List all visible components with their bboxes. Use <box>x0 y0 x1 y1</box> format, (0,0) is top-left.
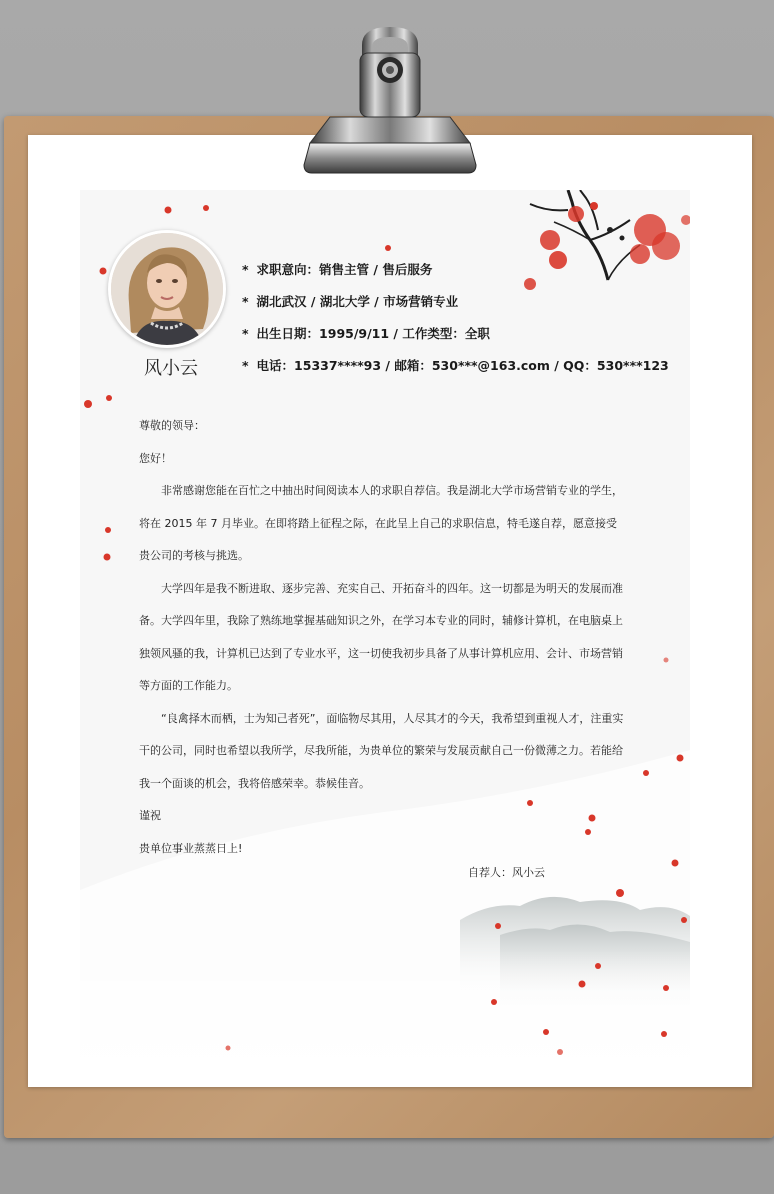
letter-closing: 谨祝 <box>139 809 161 822</box>
letter-paragraph: 非常感谢您能在百忙之中抽出时间阅读本人的求职自荐信。我是湖北大学市场营销专业的学生，将在 2015 年 7 月毕业。在即将踏上征程之际，在此呈上自己的求职信息，特毛遂自荐，愿意接受贵公司的考核与挑选。 <box>139 484 623 562</box>
letter-paragraph: 大学四年是我不断进取、逐步完善、充实自己、开拓奋斗的四年。这一切都是为明天的发展而准备。大学四年里，我除了熟练地掌握基础知识之外，在学习本专业的同时，辅修计算机，在电脑桌上独领风骚的我，计算机已达到了专业水平，这一切使我初步具备了从事计算机应用、会计、市场营销等方面的工作能力。 <box>139 581 623 692</box>
info-line-job-intention <box>242 260 432 278</box>
letter-paragraph: “良禽择木而栖，士为知己者死”，面临物尽其用，人尽其才的今天，我希望到重视人才，注重实干的公司，同时也希望以我所学，尽我所能，为贵单位的繁荣与发展贡献自己一份微薄之力。若能给我一个面谈的机会，我将倍感荣幸。恭候佳音。 <box>139 711 624 790</box>
info-text: 电话：15337****93 / 邮箱：530***@163.com / QQ：530***123 <box>256 358 669 373</box>
info-text: 湖北武汉 / 湖北大学 / 市场营销专业 <box>256 294 459 309</box>
portrait-image <box>111 233 223 345</box>
letter-signature: 自荐人：风小云 <box>468 866 545 879</box>
info-line-education <box>242 292 458 310</box>
bullet-star: * <box>242 294 249 309</box>
letter-wish: 贵单位事业蒸蒸日上! <box>139 841 243 855</box>
bullet-star: * <box>242 262 249 277</box>
letter-greeting: 尊敬的领导： <box>139 419 205 432</box>
cover-letter <box>139 410 625 865</box>
applicant-name: 风小云 <box>144 358 198 379</box>
bullet-star: * <box>242 358 249 373</box>
letter-hello: 您好！ <box>139 451 172 465</box>
info-text: 出生日期：1995/9/11 / 工作类型：全职 <box>256 326 490 341</box>
info-line-birthdate <box>242 324 490 342</box>
bullet-star: * <box>242 326 249 341</box>
binder-clip <box>300 25 480 180</box>
info-line-contact <box>242 356 669 374</box>
plum-blossom-branch-decoration <box>490 190 690 310</box>
info-text: 求职意向：销售主管 / 售后服务 <box>256 262 433 277</box>
profile-photo <box>108 230 226 348</box>
